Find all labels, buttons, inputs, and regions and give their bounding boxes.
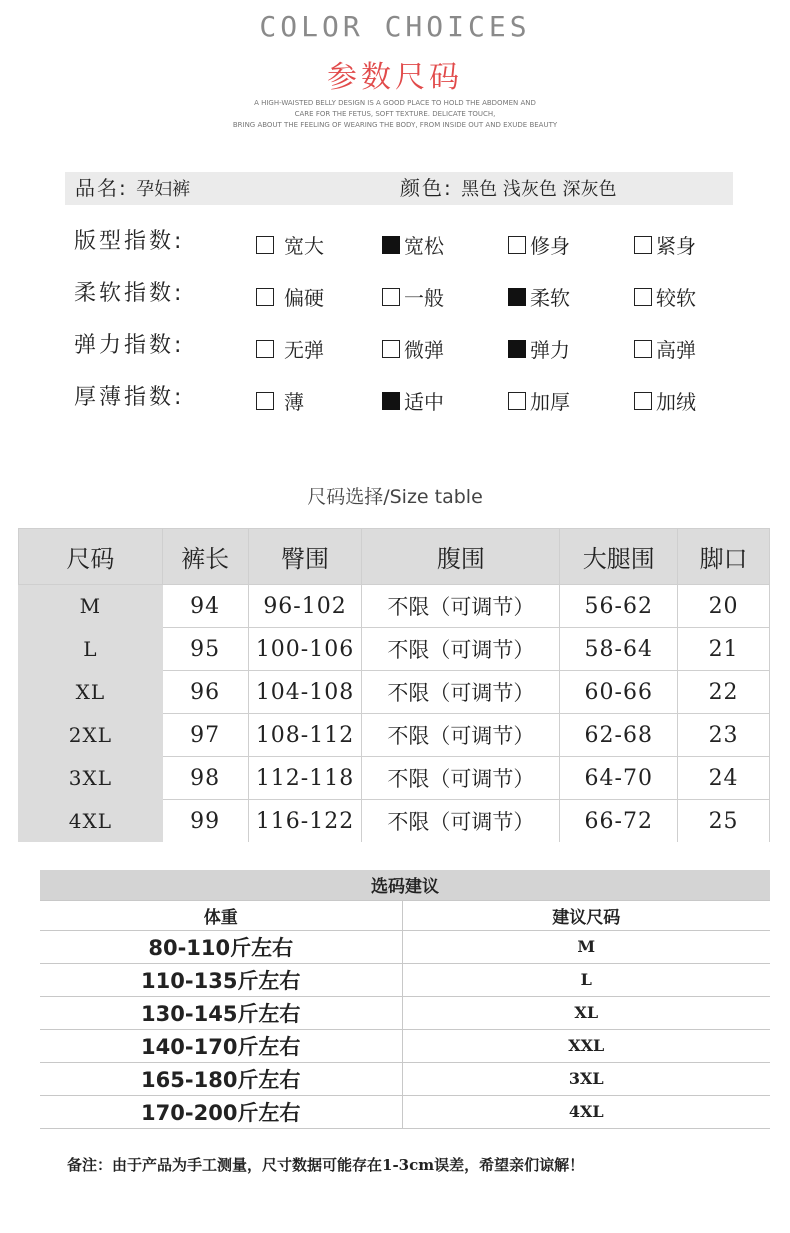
table-cell: 96 xyxy=(162,671,248,714)
measurement-note: 备注：由于产品为手工测量，尺寸数据可能存在1-3cm误差，希望亲们谅解！ xyxy=(67,1156,585,1174)
size-cell: XXL xyxy=(402,1029,770,1062)
table-cell: 不限（可调节） xyxy=(362,757,560,800)
option xyxy=(634,230,696,259)
table-row xyxy=(40,1062,770,1095)
index-label: 柔软指数: xyxy=(74,281,185,306)
option xyxy=(508,230,570,259)
table-cell: 24 xyxy=(678,757,770,800)
product-name-label: 品名: xyxy=(75,176,128,200)
table-cell: 不限（可调节） xyxy=(362,714,560,757)
option-label: 薄 xyxy=(284,390,304,414)
checkbox xyxy=(634,340,652,358)
option-label: 紧身 xyxy=(656,234,696,258)
option-label: 偏硬 xyxy=(284,286,324,310)
option-label: 修身 xyxy=(530,234,570,258)
option-label: 弹力 xyxy=(530,338,570,362)
table-cell: 58-64 xyxy=(560,628,678,671)
option xyxy=(382,386,444,415)
option-label: 宽大 xyxy=(284,234,324,258)
table-cell: 21 xyxy=(678,628,770,671)
product-color-label: 颜色: xyxy=(400,176,453,200)
checkbox xyxy=(382,340,400,358)
table-row xyxy=(40,1095,770,1128)
checkbox xyxy=(256,288,274,306)
header-subtitle xyxy=(0,98,790,131)
index-row-fit xyxy=(74,224,754,260)
option xyxy=(256,386,304,415)
table-cell: 62-68 xyxy=(560,714,678,757)
header-cell: 腹围 xyxy=(362,529,560,585)
table-row xyxy=(40,963,770,996)
option-label: 宽松 xyxy=(404,234,444,258)
table-row xyxy=(40,1029,770,1062)
table-row xyxy=(40,930,770,963)
table-cell: 22 xyxy=(678,671,770,714)
table-row xyxy=(19,628,770,671)
recommend-table xyxy=(40,870,770,1129)
checkbox-checked xyxy=(508,288,526,306)
index-row-softness xyxy=(74,276,754,312)
option xyxy=(634,334,696,363)
table-cell: 64-70 xyxy=(560,757,678,800)
weight-cell: 140-170斤左右 xyxy=(40,1029,402,1062)
option xyxy=(382,334,444,363)
table-row xyxy=(19,714,770,757)
table-cell: 108-112 xyxy=(248,714,362,757)
table-row xyxy=(19,671,770,714)
size-cell: M xyxy=(19,585,163,628)
recommend-title: 选码建议 xyxy=(40,870,770,900)
subtitle-line: BRING ABOUT THE FEELING OF WEARING THE BODY, FROM INSIDE OUT AND EXUDE BEAUTY xyxy=(232,121,558,129)
header-cell: 大腿围 xyxy=(560,529,678,585)
table-cell: 不限（可调节） xyxy=(362,671,560,714)
table-cell: 95 xyxy=(162,628,248,671)
size-cell: 3XL xyxy=(19,757,163,800)
header-cell: 臀围 xyxy=(248,529,362,585)
table-cell: 20 xyxy=(678,585,770,628)
table-cell: 56-62 xyxy=(560,585,678,628)
checkbox xyxy=(634,392,652,410)
table-row xyxy=(19,757,770,800)
table-cell: 25 xyxy=(678,800,770,843)
size-cell: XL xyxy=(19,671,163,714)
checkbox-checked xyxy=(382,392,400,410)
option-label: 加绒 xyxy=(656,390,696,414)
table-cell: 23 xyxy=(678,714,770,757)
option xyxy=(634,282,696,311)
index-row-thickness xyxy=(74,380,754,416)
size-cell: 2XL xyxy=(19,714,163,757)
index-row-elasticity xyxy=(74,328,754,364)
checkbox xyxy=(256,236,274,254)
option xyxy=(508,334,570,363)
table-cell: 不限（可调节） xyxy=(362,628,560,671)
size-cell: XL xyxy=(402,996,770,1029)
option-label: 较软 xyxy=(656,286,696,310)
table-row xyxy=(40,996,770,1029)
index-label: 厚薄指数: xyxy=(74,385,185,410)
index-label: 弹力指数: xyxy=(74,333,185,358)
size-cell: 3XL xyxy=(402,1062,770,1095)
checkbox xyxy=(634,288,652,306)
option-label: 高弹 xyxy=(656,338,696,362)
product-color-value: 黑色 浅灰色 深灰色 xyxy=(461,179,617,200)
size-cell: 4XL xyxy=(19,800,163,843)
header-cell: 体重 xyxy=(40,900,402,930)
info-bar xyxy=(65,172,733,205)
table-cell: 104-108 xyxy=(248,671,362,714)
weight-cell: 80-110斤左右 xyxy=(40,930,402,963)
table-row xyxy=(19,585,770,628)
table-cell: 112-118 xyxy=(248,757,362,800)
table-cell: 100-106 xyxy=(248,628,362,671)
size-cell: M xyxy=(402,930,770,963)
option xyxy=(256,334,324,363)
option xyxy=(382,282,444,311)
header-cell: 尺码 xyxy=(19,529,163,585)
size-table-title: 尺码选择/Size table xyxy=(307,486,483,508)
table-cell: 不限（可调节） xyxy=(362,800,560,843)
option xyxy=(508,282,570,311)
option xyxy=(508,386,570,415)
header-cell: 脚口 xyxy=(678,529,770,585)
size-table-header xyxy=(19,529,770,585)
index-label: 版型指数: xyxy=(74,229,185,254)
table-cell: 98 xyxy=(162,757,248,800)
option xyxy=(256,282,324,311)
product-name-value: 孕妇裤 xyxy=(136,179,191,200)
subtitle-line: A HIGH-WAISTED BELLY DESIGN IS A GOOD PLACE TO HOLD THE ABDOMEN AND xyxy=(254,99,536,107)
table-cell: 116-122 xyxy=(248,800,362,843)
option-label: 一般 xyxy=(404,286,444,310)
option xyxy=(634,386,696,415)
table-cell: 60-66 xyxy=(560,671,678,714)
option xyxy=(382,230,444,259)
weight-cell: 170-200斤左右 xyxy=(40,1095,402,1128)
header-title-cn: 参数尺码 xyxy=(327,60,463,95)
recommend-header xyxy=(40,900,770,930)
header-title-en: COLOR CHOICES xyxy=(259,10,531,43)
checkbox xyxy=(634,236,652,254)
size-cell: 4XL xyxy=(402,1095,770,1128)
option-label: 无弹 xyxy=(284,338,324,362)
weight-cell: 165-180斤左右 xyxy=(40,1062,402,1095)
size-table xyxy=(18,528,770,843)
checkbox-checked xyxy=(508,340,526,358)
table-cell: 不限（可调节） xyxy=(362,585,560,628)
header-cell: 建议尺码 xyxy=(402,900,770,930)
table-cell: 99 xyxy=(162,800,248,843)
checkbox xyxy=(508,236,526,254)
table-cell: 96-102 xyxy=(248,585,362,628)
size-cell: L xyxy=(19,628,163,671)
option xyxy=(256,230,324,259)
checkbox xyxy=(256,392,274,410)
product-name xyxy=(75,172,190,206)
table-cell: 66-72 xyxy=(560,800,678,843)
header-cell: 裤长 xyxy=(162,529,248,585)
size-cell: L xyxy=(402,963,770,996)
table-row xyxy=(19,800,770,843)
checkbox-checked xyxy=(382,236,400,254)
checkbox xyxy=(508,392,526,410)
option-label: 加厚 xyxy=(530,390,570,414)
checkbox xyxy=(256,340,274,358)
option-label: 柔软 xyxy=(530,286,570,310)
table-cell: 94 xyxy=(162,585,248,628)
subtitle-line: CARE FOR THE FETUS, SOFT TEXTURE. DELICATE TOUCH, xyxy=(294,110,496,118)
weight-cell: 110-135斤左右 xyxy=(40,963,402,996)
weight-cell: 130-145斤左右 xyxy=(40,996,402,1029)
checkbox xyxy=(382,288,400,306)
product-color xyxy=(400,172,617,206)
option-label: 微弹 xyxy=(404,338,444,362)
option-label: 适中 xyxy=(404,390,444,414)
table-cell: 97 xyxy=(162,714,248,757)
